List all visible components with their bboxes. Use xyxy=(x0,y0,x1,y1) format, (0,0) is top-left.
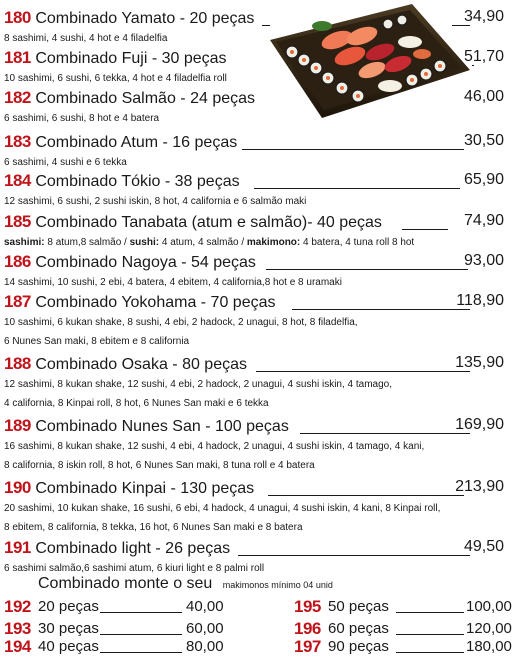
option-price: 40,00 xyxy=(186,598,224,615)
item-number: 182 xyxy=(4,88,31,107)
item-name: Combinado Atum - 16 peças xyxy=(35,134,238,151)
item-number: 187 xyxy=(4,292,31,311)
item-number: 188 xyxy=(4,354,31,373)
item-description: 10 sashimi, 6 sushi, 6 tekka, 4 hot e 4 filadelfia roll xyxy=(4,73,227,84)
item-number: 191 xyxy=(4,538,31,557)
item-price: 46,00 xyxy=(463,88,504,105)
option-quantity: 50 peças xyxy=(328,598,389,615)
desc-text: 4 batera, 4 tuna roll 8 hot xyxy=(300,237,415,248)
item-price: 74,90 xyxy=(463,212,504,229)
item-name: Combinado Fuji - 30 peças xyxy=(35,50,227,67)
item-name: Combinado Yamato - 20 peças xyxy=(35,10,255,27)
item-name: Combinado light - 26 peças xyxy=(35,540,231,557)
item-number: 183 xyxy=(4,132,31,151)
build-option-197 xyxy=(294,637,516,657)
menu-item-191 xyxy=(4,538,504,578)
menu-item-183 xyxy=(4,132,504,172)
item-name: Combinado Nagoya - 54 peças xyxy=(35,254,256,271)
option-number: 192 xyxy=(4,597,31,616)
option-price: 100,00 xyxy=(466,598,512,615)
item-description-2: 6 Nunes San maki, 8 ebitem e 8 california xyxy=(4,336,190,347)
menu-item-189 xyxy=(4,416,504,475)
item-price: 49,50 xyxy=(463,538,504,555)
leader-line xyxy=(256,371,470,372)
menu-item-184 xyxy=(4,171,504,211)
menu-item-187 xyxy=(4,292,504,351)
build-your-own-title: Combinado monte o seu xyxy=(38,575,213,592)
item-number: 190 xyxy=(4,478,31,497)
item-price: 51,70 xyxy=(463,48,504,65)
menu-item-181 xyxy=(4,48,504,88)
option-number: 195 xyxy=(294,597,321,616)
option-price: 80,00 xyxy=(186,638,224,655)
item-number: 185 xyxy=(4,212,31,231)
item-description: 10 sashimi, 6 kukan shake, 8 sushi, 4 ebi, 2 hadock, 2 unagui, 8 hot, 8 filadelfia, xyxy=(4,317,358,328)
leader-line xyxy=(396,634,464,635)
leader-line xyxy=(100,652,182,653)
item-name: Combinado Yokohama - 70 peças xyxy=(35,294,276,311)
build-your-own-header xyxy=(38,575,333,593)
menu-item-182 xyxy=(4,88,504,128)
leader-line xyxy=(238,555,470,556)
item-price: 93,00 xyxy=(463,252,504,269)
item-description-2: 8 california, 8 iskin roll, 8 hot, 6 Nunes San maki, 8 tuna roll e 4 batera xyxy=(4,460,315,471)
item-description-2: 4 california, 8 Kinpai roll, 8 hot, 6 Nunes San maki e 6 tekka xyxy=(4,398,269,409)
leader-line xyxy=(254,188,460,189)
option-number: 197 xyxy=(294,637,321,656)
item-number: 181 xyxy=(4,48,31,67)
option-quantity: 90 peças xyxy=(328,638,389,655)
item-price: 34,90 xyxy=(463,8,504,25)
option-quantity: 60 peças xyxy=(328,620,389,637)
leader-line xyxy=(268,495,464,496)
item-price: 118,90 xyxy=(456,292,504,309)
leader-line xyxy=(242,149,464,150)
build-option-196 xyxy=(294,619,516,639)
item-description: 14 sashimi, 10 sushi, 2 ebi, 4 batera, 4 ebitem, 4 california,8 hot e 8 uramaki xyxy=(4,277,342,288)
leader-line xyxy=(100,634,182,635)
leader-line xyxy=(300,433,470,434)
menu-item-190 xyxy=(4,478,504,537)
item-number: 180 xyxy=(4,8,31,27)
leader-line xyxy=(292,309,470,310)
item-number: 184 xyxy=(4,171,31,190)
item-name: Combinado Salmão - 24 peças xyxy=(35,90,256,107)
build-option-194 xyxy=(4,637,232,657)
item-number: 186 xyxy=(4,252,31,271)
build-option-192 xyxy=(4,597,232,617)
option-quantity: 20 peças xyxy=(38,598,99,615)
item-name: Combinado Kinpai - 130 peças xyxy=(35,480,255,497)
item-name: Combinado Tókio - 38 peças xyxy=(35,173,240,190)
build-your-own-subtitle: makimonos mínimo 04 unid xyxy=(222,580,333,590)
item-price: 213,90 xyxy=(455,478,504,495)
item-number: 189 xyxy=(4,416,31,435)
item-description: 6 sashimi salmão,6 sashimi atum, 6 kiuri light e 8 palmi roll xyxy=(4,563,265,574)
item-name: Combinado Nunes San - 100 peças xyxy=(35,418,289,435)
option-number: 194 xyxy=(4,637,31,656)
item-price: 169,90 xyxy=(455,416,504,433)
desc-label: makimono: xyxy=(246,237,301,248)
desc-text: 4 atum, 4 salmão / xyxy=(159,237,247,248)
item-name: Combinado Osaka - 80 peças xyxy=(35,356,247,373)
item-price: 30,50 xyxy=(463,132,504,149)
option-quantity: 40 peças xyxy=(38,638,99,655)
item-description-2: 8 ebitem, 8 california, 8 tekka, 16 hot, 6 Nunes San maki e 8 batera xyxy=(4,522,303,533)
build-option-193 xyxy=(4,619,232,639)
item-description: 16 sashimi, 8 kukan shake, 12 sushi, 4 ebi, 4 hadock, 2 unagui, 4 sushi iskin, 4 tamago, 4 kani, xyxy=(4,441,425,452)
option-price: 60,00 xyxy=(186,620,224,637)
item-description: 6 sashimi, 6 sushi, 8 hot e 4 batera xyxy=(4,113,160,124)
leader-line xyxy=(262,25,270,26)
menu-item-185 xyxy=(4,212,504,252)
item-description: 12 sashimi, 8 kukan shake, 12 sushi, 4 ebi, 2 hadock, 2 unagui, 4 sushi iskin, 4 tamago, xyxy=(4,379,393,390)
option-price: 180,00 xyxy=(466,638,512,655)
item-description: 8 sashimi, 4 sushi, 4 hot e 4 filadelfia xyxy=(4,33,168,44)
desc-text: 8 atum,8 salmão / xyxy=(44,237,130,248)
option-price: 120,00 xyxy=(466,620,512,637)
menu-item-188 xyxy=(4,354,504,413)
leader-line xyxy=(100,612,182,613)
option-number: 193 xyxy=(4,619,31,638)
option-quantity: 30 peças xyxy=(38,620,99,637)
item-description xyxy=(4,233,504,252)
menu-item-180 xyxy=(4,8,504,48)
item-name: Combinado Tanabata (atum e salmão)- 40 peças xyxy=(35,214,382,231)
item-price: 135,90 xyxy=(455,354,504,371)
item-description: 12 sashimi, 6 sushi, 2 sushi iskin, 8 hot, 4 california e 6 salmão maki xyxy=(4,196,307,207)
build-option-195 xyxy=(294,597,516,617)
item-description: 20 sashimi, 10 kukan shake, 16 sushi, 6 ebi, 4 hadock, 4 unagui, 4 sushi iskin, 4 kani, 8 Kinpai roll, xyxy=(4,503,441,514)
desc-label: sushi: xyxy=(129,237,160,248)
item-price: 65,90 xyxy=(463,171,504,188)
leader-line xyxy=(396,652,464,653)
option-number: 196 xyxy=(294,619,321,638)
leader-line xyxy=(266,269,468,270)
desc-label: sashimi: xyxy=(4,237,45,248)
item-description: 6 sashimi, 4 sushi e 6 tekka xyxy=(4,157,127,168)
leader-line xyxy=(402,229,448,230)
menu-item-186 xyxy=(4,252,504,292)
leader-line xyxy=(396,612,464,613)
